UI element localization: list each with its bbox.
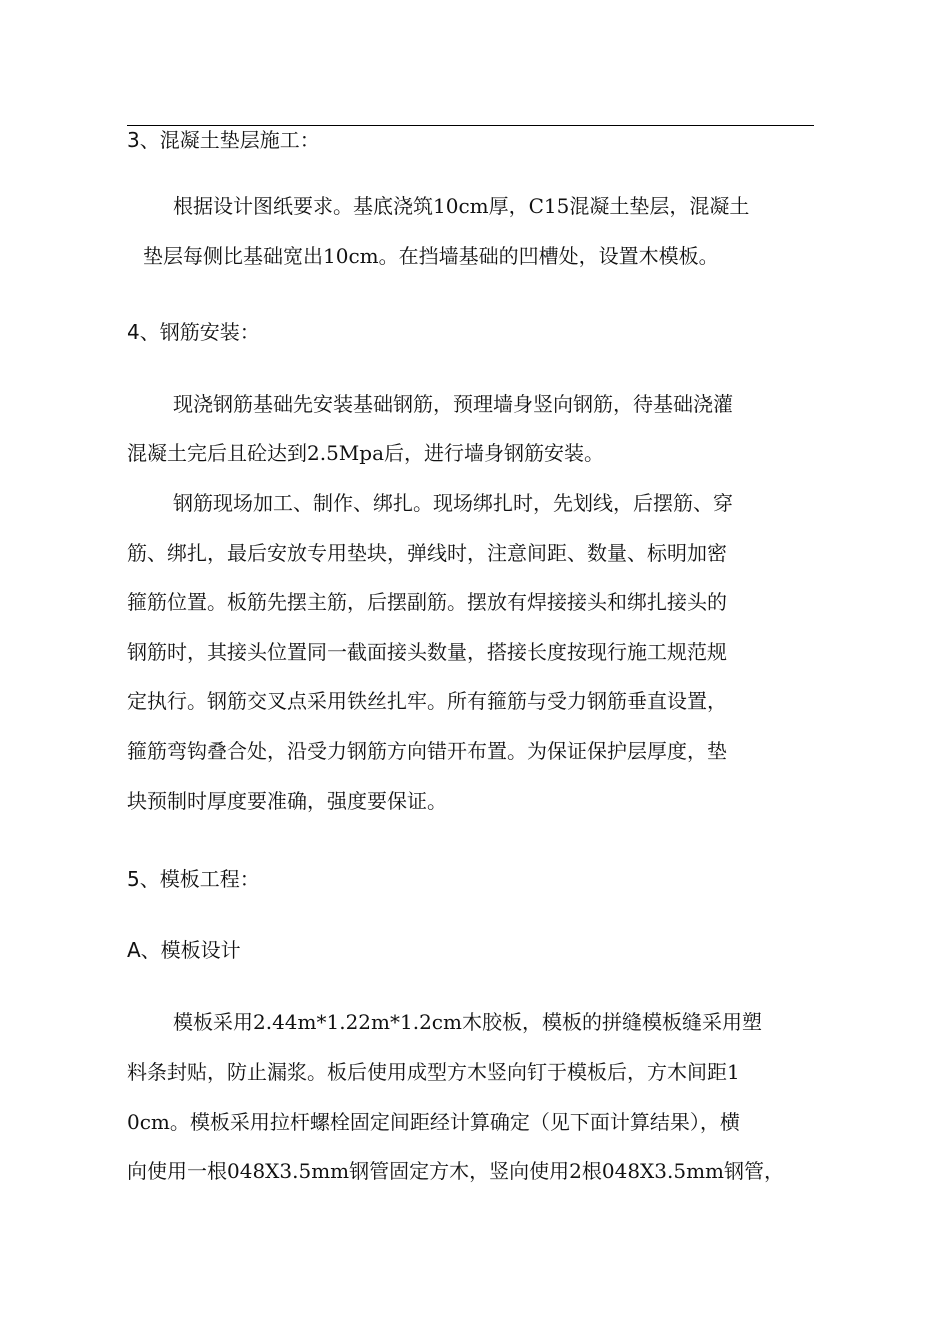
paragraph-line: 向使用一根048X3.5mm钢管固定方木，竖向使用2根048X3.5mm钢管， bbox=[127, 1159, 785, 1183]
paragraph-line: 箍筋弯钩叠合处，沿受力钢筋方向错开布置。为保证保护层厚度，垫 bbox=[127, 739, 727, 763]
paragraph-line: 筋、绑扎，最后安放专用垫块，弹线时，注意间距、数量、标明加密 bbox=[127, 541, 727, 565]
section-3-heading: 3、混凝土垫层施工： bbox=[127, 128, 320, 152]
paragraph-line: 现浇钢筋基础先安装基础钢筋，预理墙身竖向钢筋，待基础浇灌 bbox=[173, 392, 733, 416]
paragraph-line: 0cm。模板采用拉杆螺栓固定间距经计算确定（见下面计算结果），横 bbox=[127, 1110, 740, 1134]
paragraph-line: 定执行。钢筋交叉点采用铁丝扎牢。所有箍筋与受力钢筋垂直设置， bbox=[127, 689, 727, 713]
section-5a-heading: A、模板设计 bbox=[127, 938, 241, 962]
paragraph-line: 料条封贴，防止漏浆。板后使用成型方木竖向钉于模板后，方木间距1 bbox=[127, 1060, 740, 1084]
paragraph-line: 钢筋现场加工、制作、绑扎。现场绑扎时，先划线，后摆筋、穿 bbox=[173, 491, 733, 515]
paragraph-line: 钢筋时，其接头位置同一截面接头数量，搭接长度按现行施工规范规 bbox=[127, 640, 727, 664]
paragraph-line: 根据设计图纸要求。基底浇筑10cm厚，C15混凝土垫层，混凝土 bbox=[173, 194, 750, 218]
paragraph-line: 块预制时厚度要准确，强度要保证。 bbox=[127, 789, 447, 813]
paragraph-line: 垫层每侧比基础宽出10cm。在挡墙基础的凹槽处，设置木模板。 bbox=[143, 244, 719, 268]
section-5-heading: 5、模板工程： bbox=[127, 867, 260, 891]
paragraph-line: 模板采用2.44m*1.22m*1.2cm木胶板，模板的拼缝模板缝采用塑 bbox=[173, 1010, 762, 1034]
paragraph-line: 箍筋位置。板筋先摆主筋，后摆副筋。摆放有焊接接头和绑扎接头的 bbox=[127, 590, 727, 614]
section-4-heading: 4、钢筋安装： bbox=[127, 320, 260, 344]
paragraph-line: 混凝土完后且砼达到2.5Mpa后，进行墙身钢筋安装。 bbox=[127, 441, 605, 465]
